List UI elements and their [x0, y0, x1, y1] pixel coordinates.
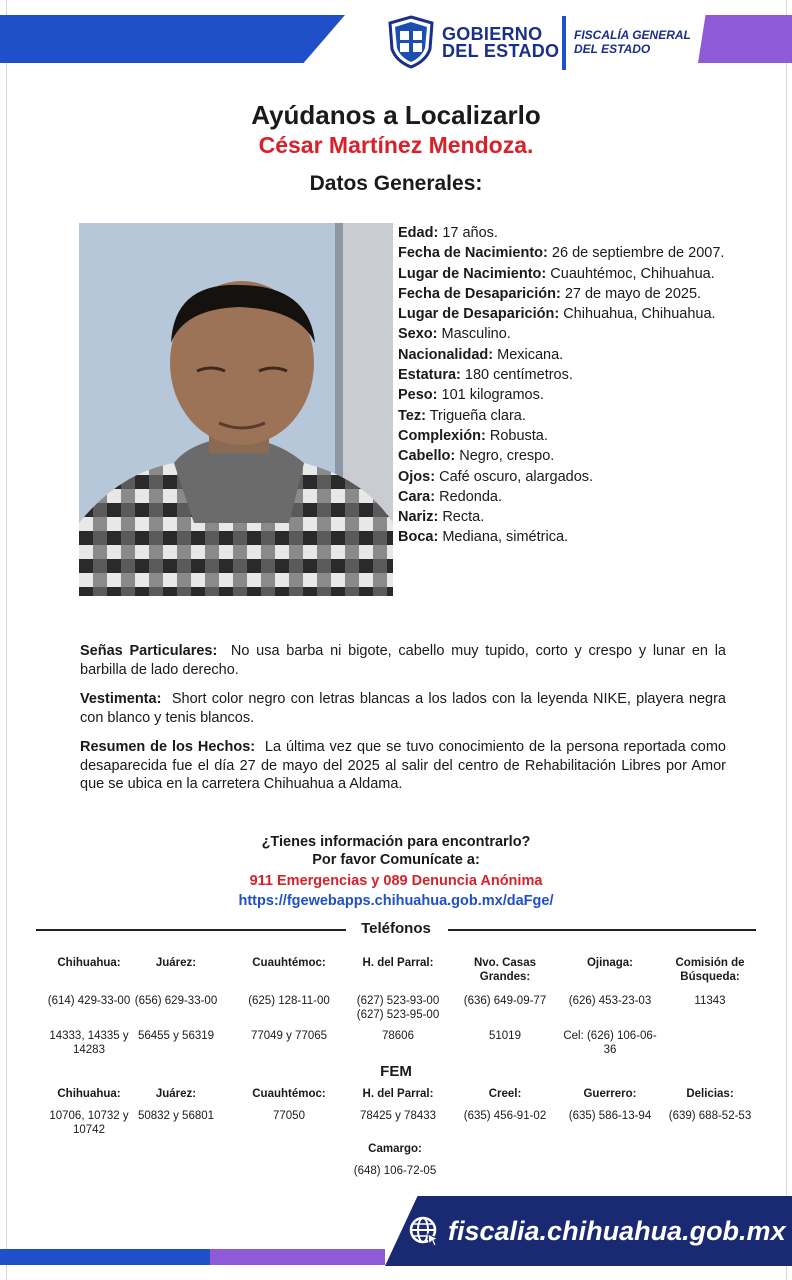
detail-row — [398, 487, 728, 507]
detail-label: Complexión: — [398, 427, 486, 444]
fem-heading: FEM — [380, 1063, 412, 1080]
detail-label: Lugar de Nacimiento: — [398, 265, 547, 282]
footer-blue-band — [0, 1249, 210, 1265]
tel-extension: 77049 y 77065 — [250, 1030, 328, 1042]
detail-label: Ojos: — [398, 468, 436, 485]
tel-city: Juárez: — [155, 957, 197, 969]
detail-value: Negro, crespo. — [459, 448, 555, 465]
fem-value: 50832 y 56801 — [137, 1110, 215, 1122]
detail-label: Fecha de Nacimiento: — [398, 245, 548, 262]
senas-label: Señas Particulares: — [80, 643, 218, 659]
detail-value: Chihuahua, Chihuahua. — [563, 306, 716, 323]
fem-city: Creel: — [488, 1088, 522, 1100]
detail-label: Tez: — [398, 407, 426, 424]
detail-row — [398, 507, 728, 527]
detail-value: Mediana, simétrica. — [442, 529, 569, 546]
contact-question: ¿Tienes información para encontrarlo? — [261, 834, 531, 850]
contact-call: Por favor Comunícate a: — [312, 852, 480, 868]
detail-row — [398, 446, 728, 466]
resumen-label: Resumen de los Hechos: — [80, 739, 256, 755]
tel-phone: (636) 649-09-77 — [463, 995, 547, 1007]
fem-value: (635) 456-91-02 — [463, 1110, 547, 1122]
detail-row — [398, 243, 728, 263]
resumen-text: La última vez que se tuvo conocimiento de la persona reportada como desaparecida fue el día 27 de mayo del 2025 al salir del centro de Rehabilitación Libres por Amor que se ubica en la carretera Chihuahua a Aldama. — [80, 739, 726, 792]
tel-extension: 78606 — [382, 1030, 414, 1042]
fem-city: Cuauhtémoc: — [252, 1088, 326, 1100]
detail-value: Trigueña clara. — [429, 407, 526, 424]
detail-row — [398, 223, 728, 243]
detail-value: Mexicana. — [497, 346, 564, 363]
fem-value: 10706, 10732 y 10742 — [49, 1110, 129, 1136]
header-divider — [562, 16, 566, 70]
tel-extension: Cel: (626) 106-06-36 — [563, 1030, 657, 1056]
header-blue-band — [0, 15, 345, 63]
footer-purple-band — [210, 1249, 385, 1265]
senas-text: No usa barba ni bigote, cabello muy tupido, corto y crespo y lunar en la barbilla de lado derecho. — [80, 643, 726, 678]
detail-row — [398, 324, 728, 344]
detail-label: Cabello: — [398, 448, 456, 465]
detail-value: 180 centímetros. — [464, 367, 573, 384]
detail-row — [398, 426, 728, 446]
tel-phone: (627) 523-93-00 (627) 523-95-00 — [356, 995, 440, 1021]
senas-paragraph — [80, 642, 726, 679]
detail-value: Cuauhtémoc, Chihuahua. — [550, 265, 715, 282]
vestimenta-paragraph — [80, 690, 726, 727]
detail-label: Sexo: — [398, 326, 438, 343]
detail-value: Masculino. — [441, 326, 511, 343]
detail-value: Recta. — [442, 509, 485, 526]
fem-value: (635) 586-13-94 — [568, 1110, 652, 1122]
person-photo — [79, 223, 393, 596]
detail-row — [398, 527, 728, 547]
tel-city: Chihuahua: — [57, 957, 121, 969]
tel-phone: (625) 128-11-00 — [248, 995, 330, 1007]
resumen-paragraph — [80, 738, 726, 794]
detail-row — [398, 345, 728, 365]
fem-city: Juárez: — [155, 1088, 197, 1100]
fem-city: H. del Parral: — [362, 1088, 434, 1100]
detail-label: Boca: — [398, 529, 439, 546]
tel-city: Ojinaga: — [586, 957, 633, 969]
detail-row — [398, 304, 728, 324]
fem-city: Delicias: — [686, 1088, 734, 1100]
fiscalia-line-2: DEL ESTADO — [574, 42, 651, 56]
fiscalia-line-1: FISCALÍA GENERAL — [574, 28, 691, 42]
tel-extension: 51019 — [489, 1030, 521, 1042]
detail-label: Lugar de Desaparición: — [398, 306, 560, 323]
detail-label: Estatura: — [398, 367, 461, 384]
vestimenta-text: Short color negro con letras blancas a los lados con la leyenda NIKE, playera negra con blanco y tenis blancos. — [80, 691, 726, 726]
detail-value: 101 kilogramos. — [441, 387, 544, 404]
gov-line-1: GOBIERNO — [442, 24, 543, 44]
detail-label: Edad: — [398, 225, 439, 241]
fem-value: (639) 688-52-53 — [668, 1110, 752, 1122]
detail-row — [398, 264, 728, 284]
detail-value: Redonda. — [439, 488, 502, 505]
details-list — [398, 223, 728, 548]
tel-extension: 56455 y 56319 — [137, 1030, 215, 1042]
detail-row — [398, 406, 728, 426]
detail-value: 17 años. — [442, 225, 498, 241]
fem-city: Guerrero: — [583, 1088, 637, 1100]
detail-row — [398, 284, 728, 304]
missing-person-name: César Martínez Mendoza. — [258, 132, 534, 158]
tel-city: Cuauhtémoc: — [252, 957, 326, 969]
camargo-value: (648) 106-72-05 — [353, 1165, 437, 1177]
contact-url-link[interactable]: https://fgewebapps.chihuahua.gob.mx/daFge/ — [238, 893, 554, 909]
telefonos-heading: Teléfonos — [361, 920, 431, 937]
detail-value: Robusta. — [489, 427, 548, 444]
general-data-heading: Datos Generales: — [309, 172, 483, 195]
tel-city: Comisión de Búsqueda: — [675, 957, 745, 983]
gobierno-del-estado-text — [442, 26, 559, 60]
detail-label: Nariz: — [398, 509, 439, 526]
globe-cursor-icon — [408, 1215, 440, 1247]
detail-value: 27 de mayo de 2025. — [564, 285, 702, 302]
state-shield-logo — [388, 15, 434, 69]
detail-label: Peso: — [398, 387, 438, 404]
tel-phone: 11343 — [694, 995, 726, 1007]
fem-value: 78425 y 78433 — [359, 1110, 437, 1122]
detail-row — [398, 385, 728, 405]
footer-website-link[interactable]: fiscalia.chihuahua.gob.mx — [448, 1216, 786, 1246]
gov-line-2: DEL ESTADO — [442, 41, 560, 61]
header-purple-band — [698, 15, 792, 63]
vestimenta-label: Vestimenta: — [80, 691, 162, 707]
poster-title: Ayúdanos a Localizarlo — [251, 100, 541, 130]
tel-city: H. del Parral: — [362, 957, 434, 969]
detail-value: Café oscuro, alargados. — [439, 468, 594, 485]
tel-city: Nvo. Casas Grandes: — [473, 957, 536, 983]
detail-label: Nacionalidad: — [398, 346, 494, 363]
tel-phone: (614) 429-33-00 — [47, 995, 131, 1007]
camargo-city: Camargo: — [368, 1143, 422, 1155]
tel-phone: (626) 453-23-03 — [568, 995, 652, 1007]
detail-label: Fecha de Desaparición: — [398, 285, 561, 302]
detail-label: Cara: — [398, 488, 436, 505]
fiscalia-general-text — [574, 28, 691, 56]
contact-emergency: 911 Emergencias y 089 Denuncia Anónima — [249, 873, 543, 889]
detail-row — [398, 467, 728, 487]
fem-value: 77050 — [273, 1110, 305, 1122]
fem-city: Chihuahua: — [57, 1088, 121, 1100]
tel-extension: 14333, 14335 y 14283 — [49, 1030, 129, 1056]
detail-row — [398, 365, 728, 385]
tel-phone: (656) 629-33-00 — [134, 995, 218, 1007]
detail-value: 26 de septiembre de 2007. — [551, 245, 725, 262]
